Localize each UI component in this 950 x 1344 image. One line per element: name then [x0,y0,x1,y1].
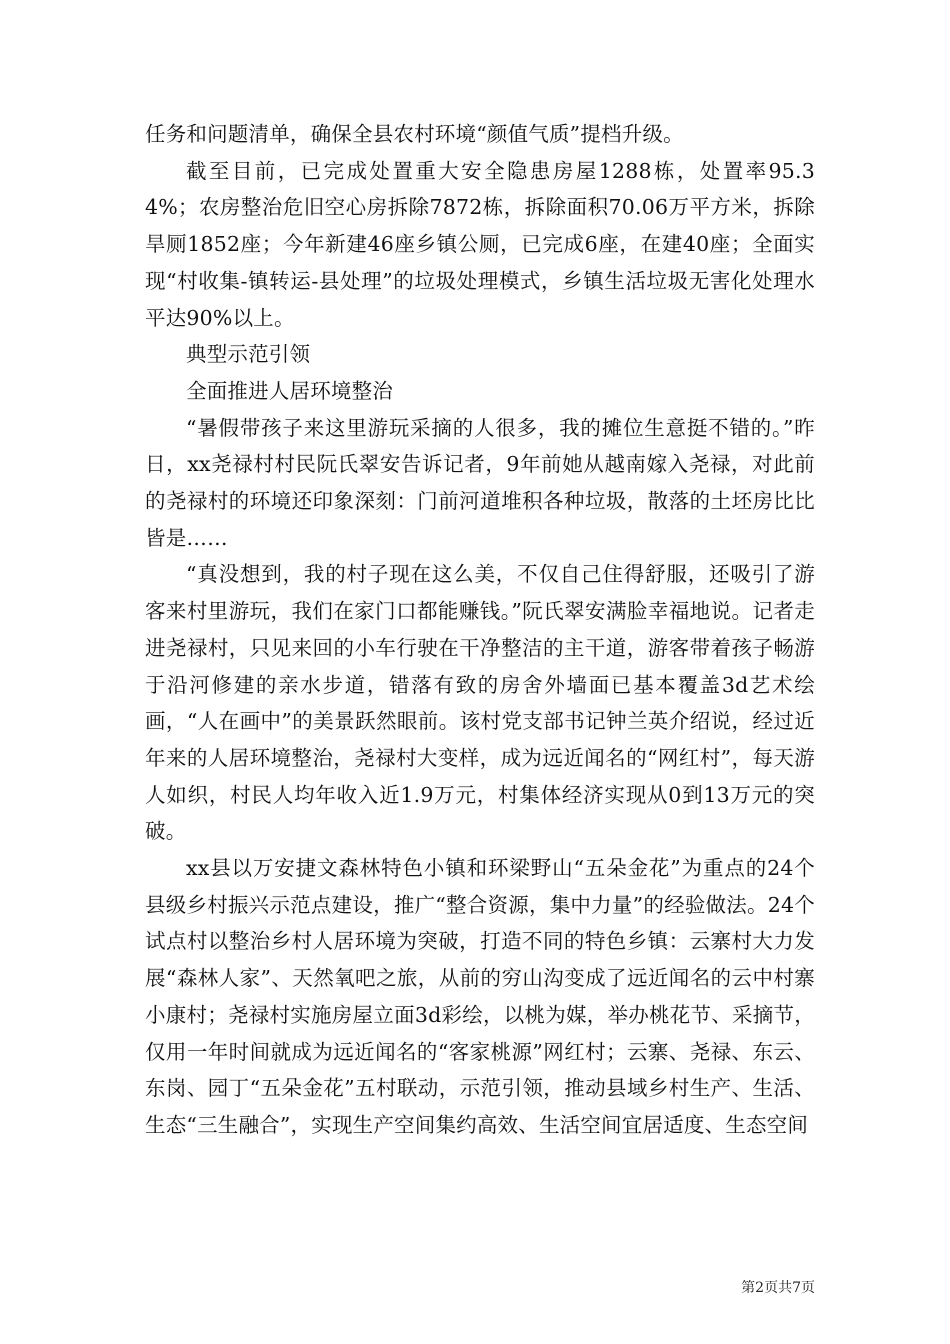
paragraph-statistics: 截至目前，已完成处置重大安全隐患房屋1288栋，处置率95.34%；农房整治危旧空心房拆除7872栋，拆除面积70.06万平方米，拆除旱厕1852座；今年新建46座乡镇公厕，已完成6座，在建40座；全面实现“村收集-镇转运-县处理”的垃圾处理模式，乡镇生活垃圾无害化处理水平达90%以上。 [145,158,815,330]
page-number: 第2页共7页 [741,1280,815,1296]
paragraph-county-overview: xx县以万安捷文森林特色小镇和环梁野山“五朵金花”为重点的24个县级乡村振兴示范点建设，推广“整合资源，集中力量”的经验做法。24个试点村以整治乡村人居环境为突破，打造不同的特色乡镇：云寨村大力发展“森林人家”、天然氧吧之旅，从前的穷山沟变成了远近闻名的云中村寨小康村；尧禄村实施房屋立面3d彩绘，以桃为媒，举办桃花节、采摘节，仅用一年时间就成为远近闻名的“客家桃源”网红村；云寨、尧禄、东云、东岗、园丁“五朵金花”五村联动，示范引领，推动县域乡村生产、生活、生态“三生融合”，实现生产空间集约高效、生活空间宜居适度、生态空间 [145,856,815,1137]
section-heading: 典型示范引领 [186,342,311,367]
paragraph-quote-intro: “暑假带孩子来这里游玩采摘的人很多，我的摊位生意挺不错的。”昨日，xx尧禄村村民阮氏翠安告诉记者，9年前她从越南嫁入尧禄，对此前的尧禄村的环境还印象深刻：门前河道堆积各种垃圾，散落的土坯房比比皆是…… [145,415,815,550]
paragraph-village-story: “真没想到，我的村子现在这么美，不仅自己住得舒服，还吸引了游客来村里游玩，我们在家门口都能赚钱。”阮氏翠安满脸幸福地说。记者走进尧禄村，只见来回的小车行驶在干净整洁的主干道，游客带着孩子畅游于沿河修建的亲水步道，错落有致的房舍外墙面已基本覆盖3d艺术绘画，“人在画中”的美景跃然眼前。该村党支部书记钟兰英介绍说，经过近年来的人居环境整治，尧禄村大变样，成为远近闻名的“网红村”，每天游人如织，村民人均年收入近1.9万元，村集体经济实现从0到13万元的突破。 [145,562,815,844]
section-subheading: 全面推进人居环境整治 [186,378,393,403]
paragraph-continuation: 任务和问题清单，确保全县农村环境“颜值气质”提档升级。 [145,122,684,146]
document-body [145,116,815,1144]
